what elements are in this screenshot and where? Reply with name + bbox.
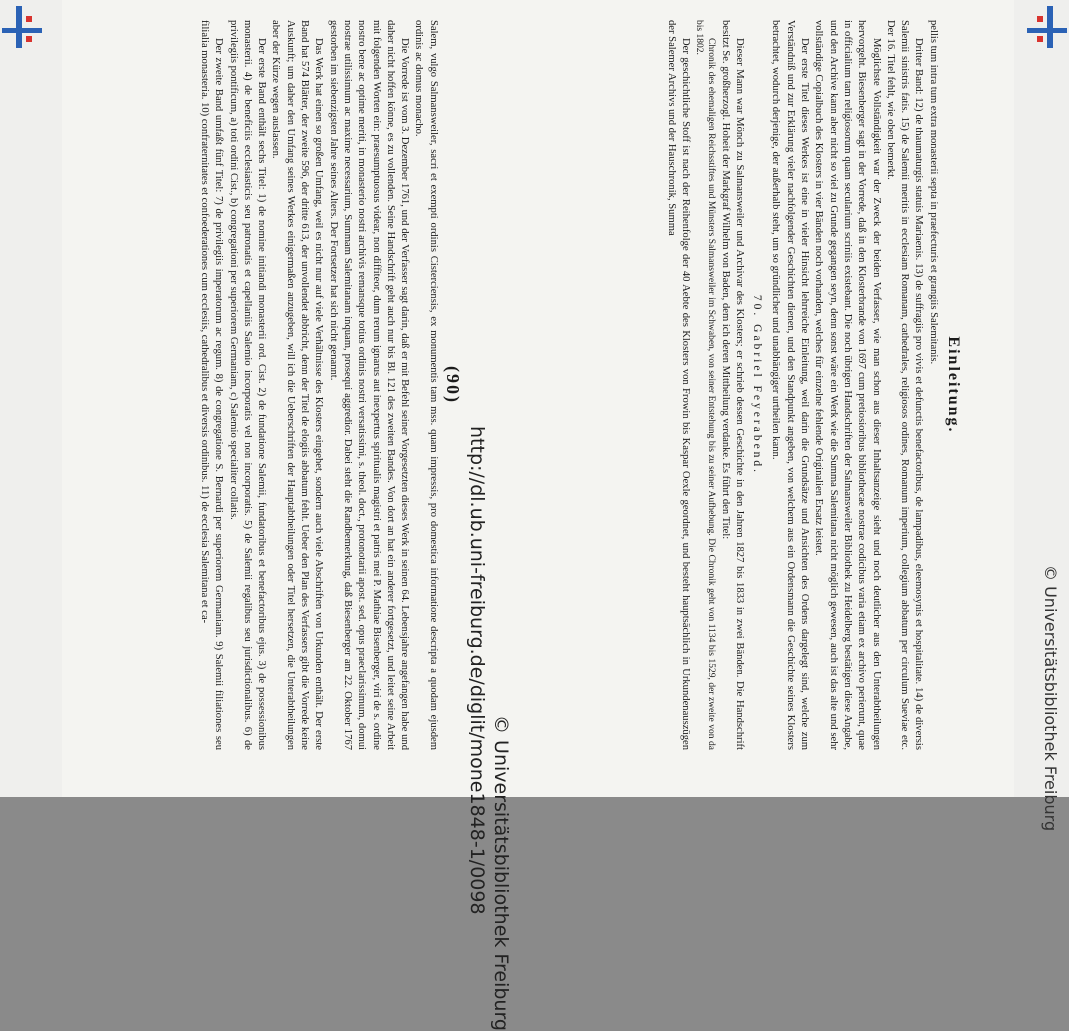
paragraph: Die Vorrede ist vom 3. Dezember 1761, und der Verfasser sagt darin, daß er mit Befehl seiner Vorgesetzten dieses Werk in seinen 64. Lebensjahre angefangen habe und daher nicht hoffen könne, es zu vollenden. Seine Handschrift geht auch nur bis Bl. 121 des zweiten Bandes. Von dort an hat ein anderer fortgesetzt, und leitet seine Arbeit mit folgenden Worten ein: praesumptuosus videar, non diffiteor, dum rerum ignarus aut inexpertus spiritualis magistri et patris mei P. Mathiae Bisenberger, viri de s. ordine nostro bene ac optime meriti, in monasterio nostri archivis remansque totius ordinis nostri versatissimi, s. theol. doct., protonotarii apost. sed. opus praeclarissimum, domui nostrae utilissimum ac maxime necessarium, Summam Salemitanam inquam, prosequi aggredior. Dabei steht die Randbemerkung, daß Biesenberger am 22. Oktober 1767 gestorben im siebenzigsten Jahre seines Alters. Der Fortsetzer hat sich nicht genannt.	[327, 20, 411, 750]
paragraph: Der geschichtliche Stoff ist nach der Reihenfolge der 40 Aebte des Klosters von Frowin bis Kaspar Oexle geordnet, und besteht hauptsächlich in Urkundenauszügen der Salemer Archivs und der Hauschronik, Summa	[665, 20, 692, 750]
page-number: (90)	[443, 366, 463, 404]
paragraph: Möglichste Vollständigkeit war der Zweck der beiden Verfasser, wie man schon aus dieser Inhaltsanzeige sieht und noch deutlicher aus den Unterabtheilungen hervorgeht. Biesenberger sagt in der Vorrede, daß in den Klosterbrande von 1697 cum pretiosioribus bibliothecae nostrae codicibus varia etiam ex archivo perierunt, quae in officialium tam religiosorum quam secularium scriniis existebant. Die noch übrigen Handschriften der Salmansweiler Bibliothek zu Heidelberg bestätigen diese Angabe, und den Archive kann aber nicht so viel zu Grunde gegangen seyn, denn sonst wäre ein Werk wie die Summa Salemitana nicht möglich gewesen, auch ist das alte und sehr vollständige Copialbuch des Klosters in vier Bänden noch vorhanden, welches für einzelne fehlende Originalien Ersatz leistet.	[813, 20, 882, 750]
paragraph: Dieser Mann war Mönch zu Salmansweiler und Archivar des Klosters; er schrieb dessen Geschichte in den Jahren 1827 bis 1833 in zwei Bänden. Die Handschrift besitzt Se. großherzogl. Hoheit der Markgraf Wilhelm von Baden, dem ich deren Mittheilung verdanke. Es führt den Titel:	[719, 20, 745, 750]
library-logo-icon	[2, 6, 42, 48]
paragraph: Der erste Titel dieses Werkes ist eine in vieler Hinsicht lehrreiche Einleitung, weil darin die Grundsätze und Ansichten des Ordens dargelegt sind, welche zum Verständniß und zur Erklärung vieler nachfolgender Geschichten dienen, und den Standpunkt angeben, von welchem aus ein Ordensmann die Geschichte seines Klosters betrachtet, wodurch derjenige, der außerhalb steht, um so gründlicher und unabhängiger urtheilen kann.	[770, 20, 811, 750]
paragraph: pellis tum intra tum extra monasterii septa in praefecturis et grangiis Salemitanis.	[927, 20, 939, 365]
paragraph: Das Werk hat einen so großen Umfang, weil es nicht nur auf viele Verhältnisse des Klosters eingehet, sondern auch viele Abschriften von Urkunden enthält. Der erste Band hat 574 Blätter, der zweite 596, der dritte 613, der unvollendet abbricht, denn der Titel de elogiis abbatum fehlt. Ueber den Plan des Verfassers gibt die Vorrede keine Auskunft; um daher den Umfang seines Werkes einigermaßen anzugeben, will ich die Ueberschriften der Hauptabtheilungen oder Titel hersetzen, die Unterabtheilungen aber der Kürze wegen auslassen.	[270, 20, 325, 750]
watermark-copyright: © Universitätsbibliothek Freiburg	[490, 715, 512, 1031]
right-text-column	[664, 20, 960, 750]
chapter-title: Einleitung.	[945, 336, 962, 434]
paragraph: Der erste Band enthält sechs Titel: 1) de nomine initiandi monasterii ord. Cist. 2) de fundatione Salemii, fundatoribus et benefactoribus ejus. 3) de possessionibus monasterii. 4) de beneficiis ecclesiasticis seu patronatis et capellaniis Salemio incorporatis vel non incorporatis. 5) de Salemii regalibus seu jurisdictionalibus. 6) de privilegiis pontificum, a) toti ordini Cist., b) congregationi per superiorem Germaniam, c) Salemio specialiter collatis.	[227, 20, 268, 750]
paragraph: Dritter Band: 12) de thaumaturgis statuis Mariaenis. 13) de suffragiis pro vivis et defunctis benefactoribus, de lampadibus, eleemosynis et hospitalitate. 14) de diversis Salemii sinistris fatis. 15) de Salemii meritis in ecclesiam Romanam, cathedrales, religiosos ordines, Romanum imperium, collegium abbatum per circulum Sueviae etc. Der 16. Titel fehlt, wie oben bemerkt.	[884, 20, 925, 750]
paragraph: Der zweite Band umfaßt fünf Titel: 7) de privilegiis imperatorum ac regum. 8) de congregatione S. Bernardi per superiorem Germaniam. 9) Salemii filiationes seu filialia monasteria. 10) confraternitates et confoederationes cum ecclesiis, cathedralibus et diversis ordinibus. 11) de ecclesia Salemitana et ca-	[198, 20, 225, 750]
watermark-copyright-top: © Universitätsbibliothek Freiburg	[1041, 565, 1060, 832]
citation: Chronik des ehemaligen Reichsstiftes und Münsters Salmansweiler im Schwaben, von seiner Entstehung bis zu seiner Aufhebung. Die Chronik geht von 1134 bis 1529, der zweite von da bis 1802.	[693, 20, 717, 750]
library-logo-icon-right	[1027, 6, 1067, 48]
paragraph: Salem, vulgo Salmansweiler, sacri et exempti ordinis Cisterciensis, ex monumentis tam mss. quam impressis, pro domestica informatione descripta a quodam ejusdem ordinis ac domus monacho.	[413, 20, 439, 750]
watermark-url: http://dl.ub.uni-freiburg.de/diglit/mone1848-1/0098	[466, 426, 488, 915]
left-text-column	[197, 20, 463, 750]
left-margin	[0, 0, 62, 797]
section-heading: 70. Gabriel Feyerabend.	[751, 294, 764, 476]
